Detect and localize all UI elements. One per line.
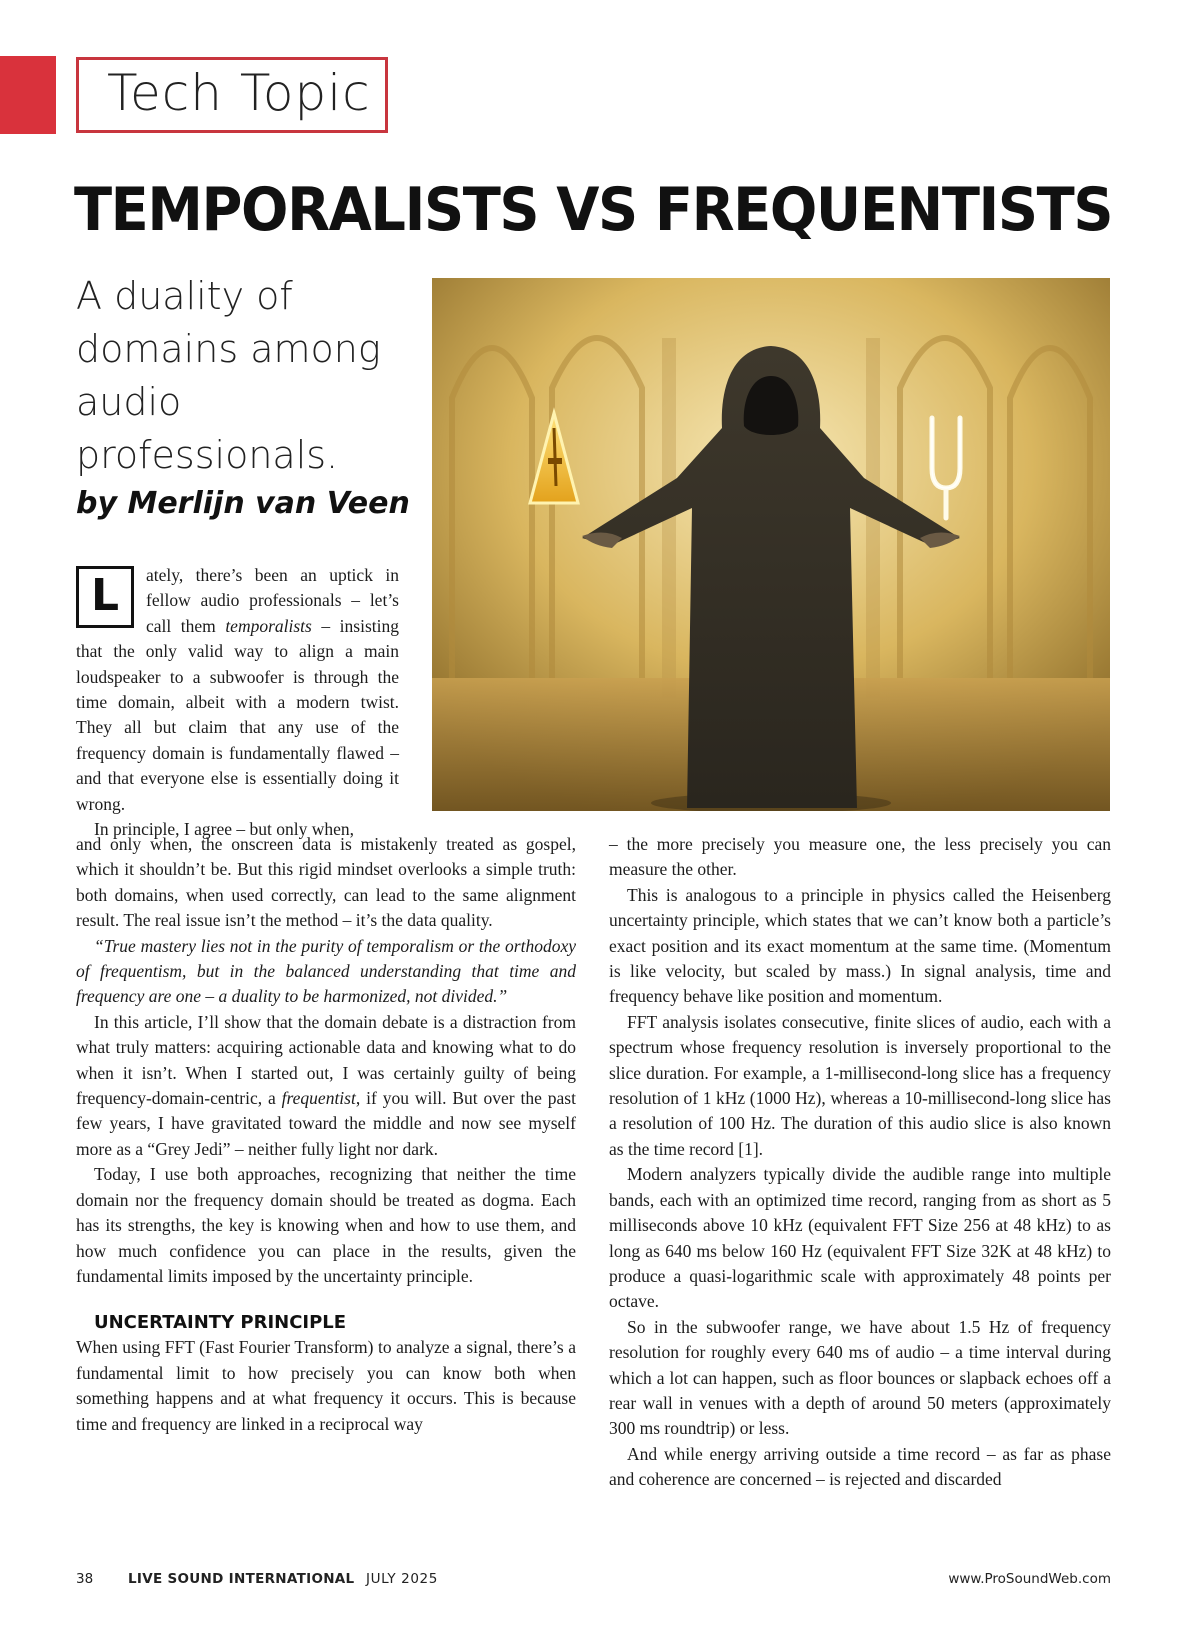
body-paragraph: When using FFT (Fast Fourier Transform) to analyze a signal, there’s a fundamental limit to how precisely you can know both when something happens and at what frequency it occurs. This is because time and frequency are linked in a reciprocal way [76, 1337, 576, 1434]
body-paragraph: This is analogous to a principle in physics called the Heisenberg uncertainty principle, which states that we can’t know both a particle’s exact position and its exact momentum at the same time. (Momentum is like velocity, but scaled by mass.) In signal analysis, time and frequency behave like position and momentum. [609, 884, 1111, 1007]
website-link[interactable]: www.ProSoundWeb.com [948, 1571, 1111, 1587]
body-paragraph: Modern analyzers typically divide the audible range into multiple bands, each with an optimized time record, ranging from as short as 5 milliseconds above 10 kHz (equivalent FFT Size 256 at 48 kHz) to as long as 640 ms below 160 Hz (equivalent FFT Size 32K at 48 kHz) to produce a quasi-logarithmic scale with approximately 48 points per octave. [609, 1164, 1111, 1312]
body-paragraph: In this article, I’ll show that the domain debate is a distraction from what truly matters: acquiring actionable data and knowing what to do when it isn’t. When I started out, I was certainly guilty of being frequency-domain-centric, a frequentist, if you will. But over the past few years, I have gravitated toward the middle and now see myself more as a “Grey Jedi” – neither fully light nor dark. [76, 1011, 576, 1159]
body-column-left [76, 832, 576, 1437]
page-number: 38 [76, 1571, 94, 1587]
body-paragraph: – the more precisely you measure one, the less precisely you can measure the other. [609, 834, 1111, 880]
body-column-intro [76, 563, 399, 842]
section-subhead: UNCERTAINTY PRINCIPLE [94, 1312, 347, 1334]
body-paragraph: Today, I use both approaches, recognizing that neither the time domain nor the frequency domain should be treated as dogma. Each has its strengths, the key is knowing when and how to use them, and how much confidence you can place in the results, given the fundamental limits imposed by the uncertainty principle. [76, 1164, 576, 1286]
body-paragraph: So in the subwoofer range, we have about 1.5 Hz of frequency resolution for roughly every 640 ms of audio – a time interval during which a lot can happen, such as floor bounces or slapback echoes off a rear wall in venues with a depth of around 50 meters (approximately 300 ms roundtrip) or less. [609, 1316, 1111, 1439]
body-paragraph: FFT analysis isolates consecutive, finite slices of audio, each with a spectrum whose frequency resolution is inversely proportional to the slice duration. For example, a 1-millisecond-long slice has a frequency resolution of 1 kHz (1000 Hz), whereas a 10-millisecond-long slice has a resolution of 100 Hz. The duration of this audio slice is also known as the time record [1]. [609, 1011, 1111, 1159]
hero-image [432, 278, 1110, 811]
article-byline: by Merlijn van Veen [76, 486, 410, 521]
body-paragraph: And while energy arriving outside a time record – as far as phase and coherence are concerned – is rejected and discarded [609, 1443, 1111, 1490]
drop-cap: L [76, 566, 134, 628]
article-headline: TEMPORALISTS VS FREQUENTISTS [74, 175, 1113, 245]
body-paragraph: and only when, the onscreen data is mistakenly treated as gospel, which it shouldn’t be. But this rigid mindset overlooks a simple truth: both domains, when used correctly, can lead to the same alignment result. The real issue isn’t the method – it’s the data quality. [76, 834, 576, 931]
section-label: Tech Topic [107, 64, 371, 122]
page-footer [76, 1571, 1111, 1593]
section-label-box [76, 57, 388, 133]
body-paragraph: L ately, there’s been an uptick in fellow audio professionals – let’s call them temporalists – insisting that the only valid way to align a main loudspeaker to a subwoofer is through the time domain, albeit with a modern twist. They all but claim that any use of the frequency domain is fundamentally flawed – and that everyone else is essentially doing it wrong. [76, 565, 399, 814]
body-paragraph: In principle, I agree – but only when, [94, 819, 354, 840]
publication-name: LIVE SOUND INTERNATIONAL [128, 1571, 355, 1587]
body-column-right [609, 832, 1111, 1493]
pull-quote: “True mastery lies not in the purity of temporalism or the orthodoxy of frequentism, but in the balanced understanding that time and frequency are one – a duality to be harmonized, not divided.” [76, 935, 576, 1007]
section-accent-tab [0, 56, 56, 134]
issue-date: JULY 2025 [366, 1571, 438, 1587]
article-dek: A duality of domains among audio professionals. [76, 274, 381, 477]
